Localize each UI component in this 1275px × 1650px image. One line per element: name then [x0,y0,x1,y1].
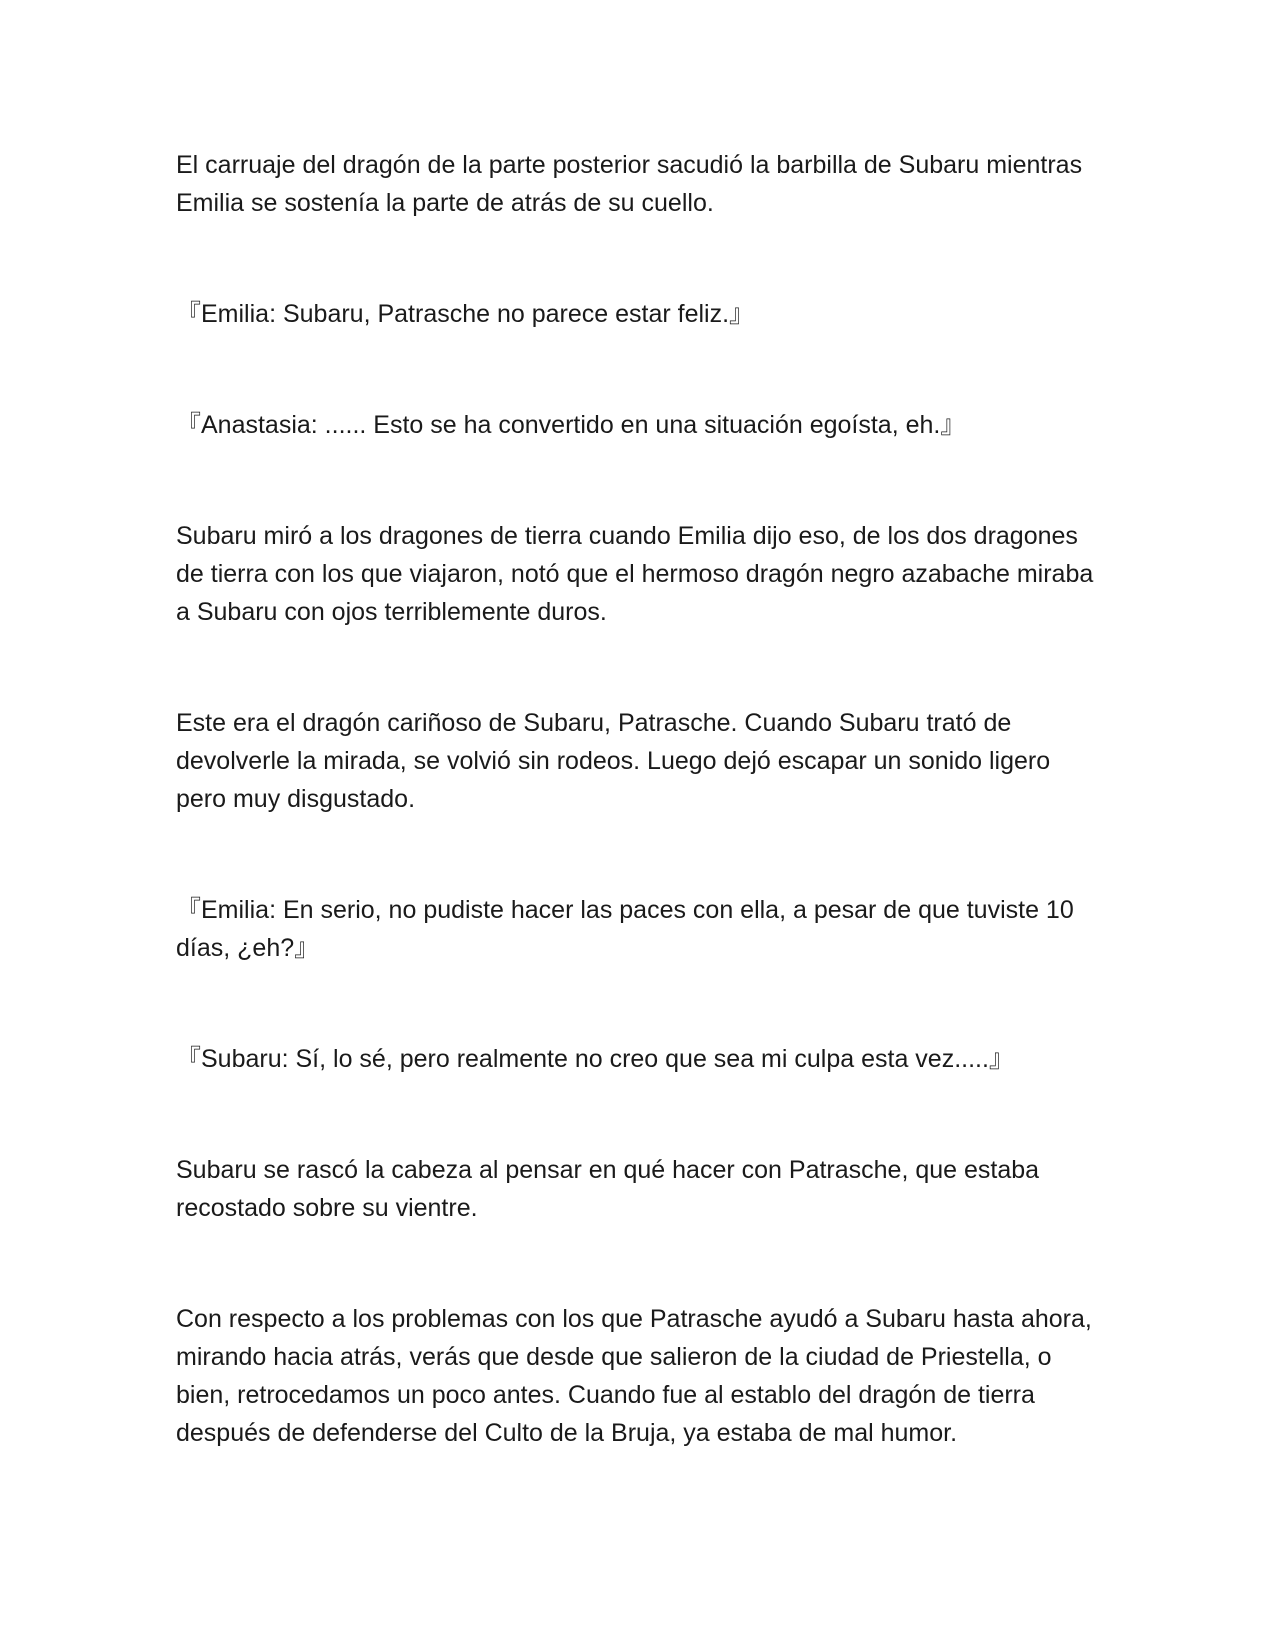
dialogue-line-emilia: 『Emilia: Subaru, Patrasche no parece estar feliz.』 [176,300,755,328]
narration-paragraph: Este era el dragón cariñoso de Subaru, Patrasche. Cuando Subaru trató de devolverle la mirada, se volvió sin rodeos. Luego dejó escapar un sonido ligero pero muy disgustado. [176,709,1051,813]
narration-paragraph: El carruaje del dragón de la parte posterior sacudió la barbilla de Subaru mientras Emilia se sostenía la parte de atrás de su cuello. [176,151,1083,217]
narration-paragraph: Subaru se rascó la cabeza al pensar en qué hacer con Patrasche, que estaba recostado sobre su vientre. [176,1156,1040,1222]
document-body [176,146,1096,1452]
paragraph-spacer [176,1078,1096,1151]
paragraph-spacer [176,222,1096,295]
paragraph-spacer [176,818,1096,891]
narration-paragraph: Subaru miró a los dragones de tierra cuando Emilia dijo eso, de los dos dragones de tierra con los que viajaron, notó que el hermoso dragón negro azabache miraba a Subaru con ojos terriblemente duros. [176,522,1094,626]
dialogue-line-emilia: 『Emilia: En serio, no pudiste hacer las paces con ella, a pesar de que tuviste 10 días, ¿eh?』 [176,896,1074,962]
paragraph-spacer [176,444,1096,517]
dialogue-line-anastasia: 『Anastasia: ...... Esto se ha convertido en una situación egoísta, eh.』 [176,411,966,439]
narration-paragraph: Con respecto a los problemas con los que Patrasche ayudó a Subaru hasta ahora, mirando hacia atrás, verás que desde que salieron de la ciudad de Priestella, o bien, retrocedamos un poco antes. Cuando fue al establo del dragón de tierra después de defenderse del Culto de la Bruja, ya estaba de mal humor. [176,1305,1092,1447]
paragraph-spacer [176,1227,1096,1300]
paragraph-spacer [176,631,1096,704]
paragraph-spacer [176,967,1096,1040]
paragraph-spacer [176,333,1096,406]
dialogue-line-subaru: 『Subaru: Sí, lo sé, pero realmente no creo que sea mi culpa esta vez.....』 [176,1045,1014,1073]
